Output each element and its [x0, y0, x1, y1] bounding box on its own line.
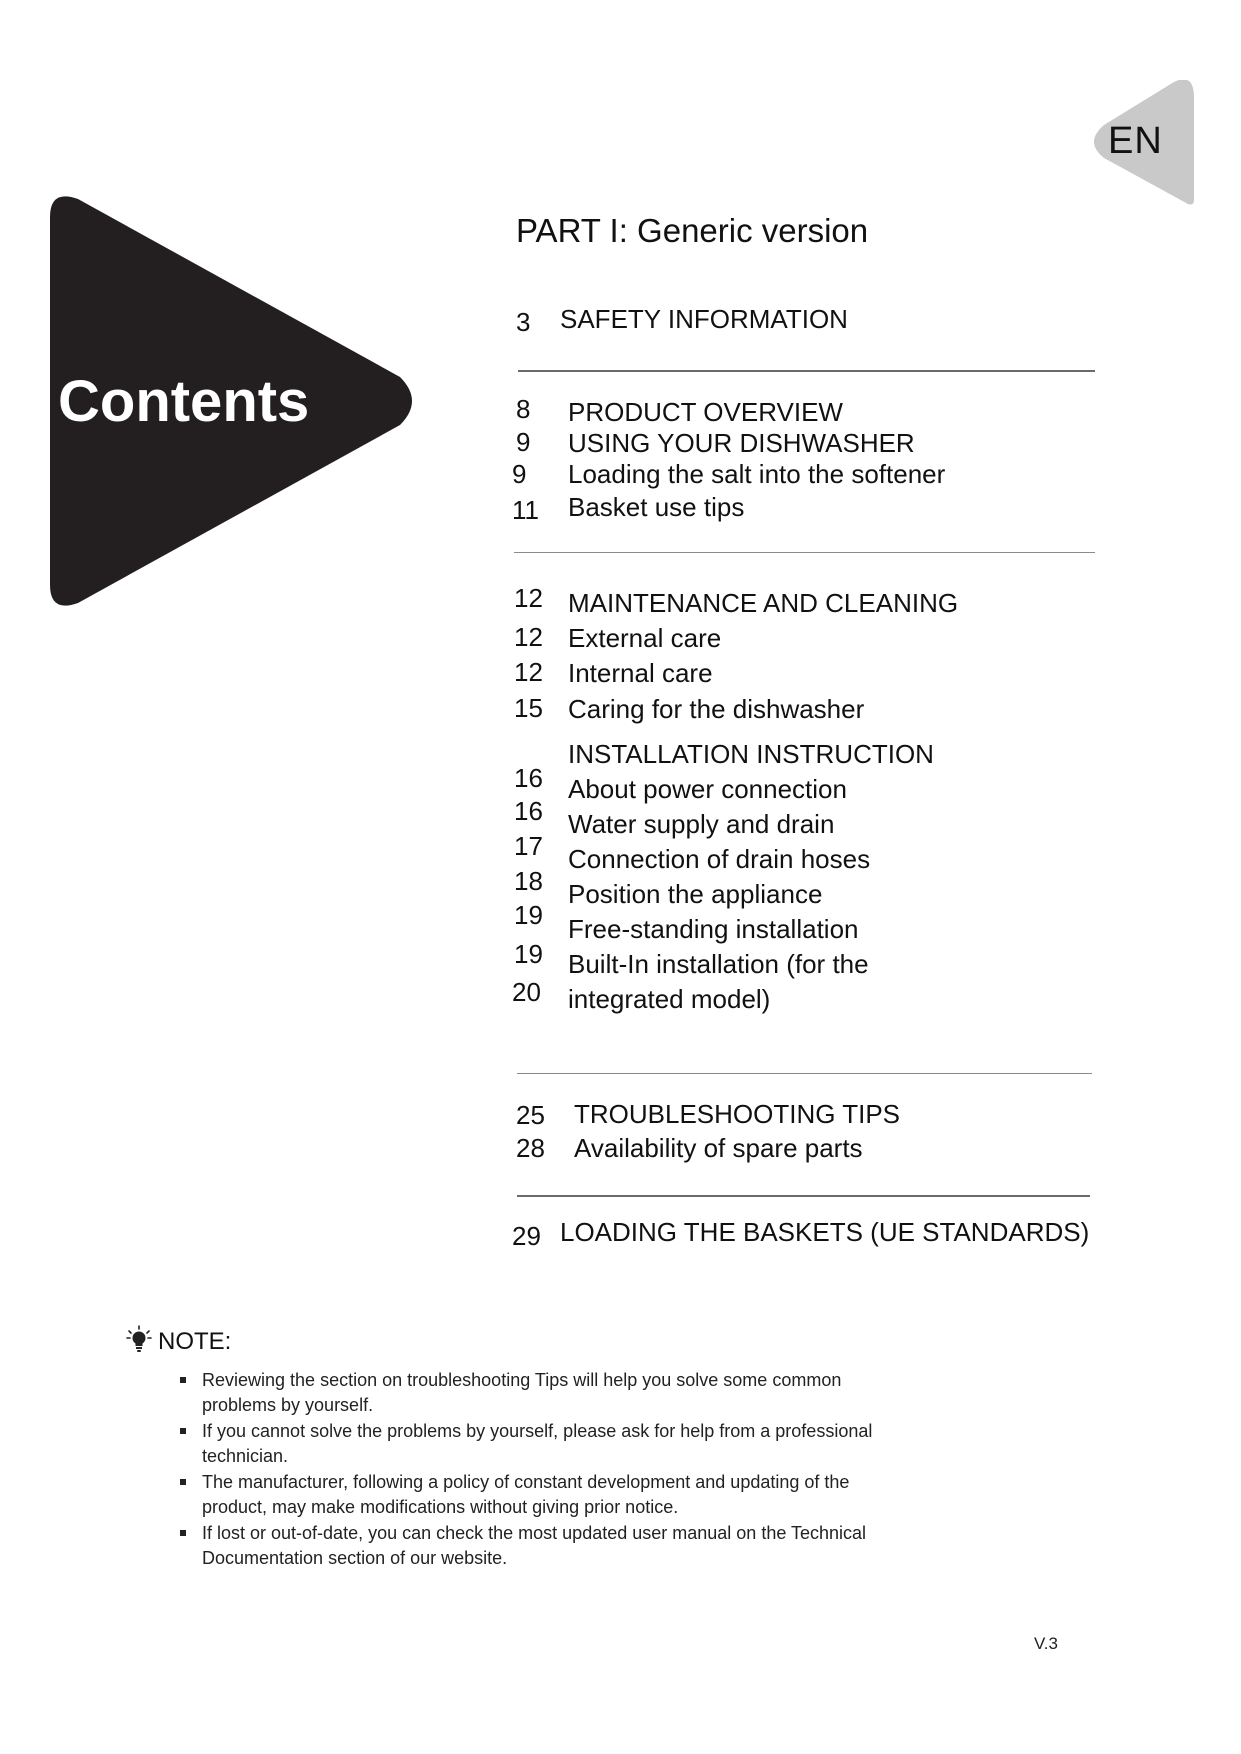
toc-entry-loading-salt: Loading the salt into the softener — [568, 459, 946, 489]
toc-page-number: 11 — [512, 495, 539, 525]
toc-entry-free-standing: Free-standing installation — [568, 914, 859, 944]
toc-entry-using-dishwasher: USING YOUR DISHWASHER — [568, 428, 915, 458]
toc-entry-loading-baskets: LOADING THE BASKETS (UE STANDARDS) — [560, 1217, 1090, 1247]
note-item: Reviewing the section on troubleshooting Tips will help you solve some common problems by yourself. — [178, 1368, 918, 1418]
toc-entry-safety: SAFETY INFORMATION — [560, 304, 848, 334]
contents-title: Contents — [58, 369, 310, 434]
toc-page-number: 18 — [514, 866, 543, 896]
toc-page-number: 16 — [514, 796, 543, 826]
divider — [517, 1195, 1090, 1197]
toc-entry-water-supply: Water supply and drain — [568, 809, 835, 839]
part-title: PART I: Generic version — [516, 212, 869, 249]
divider — [517, 1073, 1092, 1074]
toc-entry-internal-care: Internal care — [568, 658, 713, 688]
toc-entry-troubleshooting: TROUBLESHOOTING TIPS — [574, 1099, 901, 1129]
toc-page-number: 28 — [516, 1133, 545, 1163]
note-title: NOTE: — [158, 1328, 232, 1355]
lightbulb-icon — [126, 1325, 152, 1353]
toc-entry-maintenance: MAINTENANCE AND CLEANING — [568, 588, 959, 618]
language-label: EN — [1108, 120, 1163, 162]
toc-entry-product-overview: PRODUCT OVERVIEW — [568, 397, 843, 427]
toc-entry-position: Position the appliance — [568, 879, 823, 909]
note-item: The manufacturer, following a policy of constant development and updating of the product, may make modifications without giving prior notice. — [178, 1470, 918, 1520]
toc-entry-integrated-model: integrated model) — [568, 984, 771, 1014]
toc-entry-caring: Caring for the dishwasher — [568, 694, 865, 724]
note-item: If you cannot solve the problems by yourself, please ask for help from a professional technician. — [178, 1419, 918, 1469]
note-item: If lost or out-of-date, you can check the most updated user manual on the Technical Documentation section of our website. — [178, 1521, 918, 1571]
toc-page-number: 16 — [514, 763, 543, 793]
toc-page-number: 9 — [512, 459, 527, 489]
toc-entry-built-in: Built-In installation (for the — [568, 949, 869, 979]
toc-heading-installation: INSTALLATION INSTRUCTION — [568, 739, 934, 769]
toc-page-number: 12 — [514, 622, 543, 652]
toc-page-number: 15 — [514, 693, 543, 723]
toc-page-number: 12 — [514, 583, 543, 613]
toc-page-number: 19 — [514, 900, 543, 930]
toc-page-number: 8 — [516, 394, 531, 424]
divider — [514, 552, 1095, 553]
toc-page-number: 19 — [514, 939, 543, 969]
toc-entry-drain-hoses: Connection of drain hoses — [568, 844, 871, 874]
toc-page-number: 9 — [516, 427, 531, 457]
note-list — [178, 1368, 918, 1572]
toc-entry-basket-tips: Basket use tips — [568, 492, 745, 522]
toc-page-number: 17 — [514, 831, 543, 861]
toc-page-number: 12 — [514, 657, 543, 687]
divider — [518, 370, 1095, 372]
toc-page-number: 3 — [516, 307, 531, 337]
toc-entry-external-care: External care — [568, 623, 722, 653]
toc-page-number: 20 — [512, 977, 541, 1007]
toc-page-number: 25 — [516, 1100, 545, 1130]
version-label: V.3 — [1034, 1634, 1058, 1653]
toc-page-number: 29 — [512, 1221, 541, 1251]
toc-entry-power-connection: About power connection — [568, 774, 847, 804]
toc-entry-spare-parts: Availability of spare parts — [574, 1133, 863, 1163]
